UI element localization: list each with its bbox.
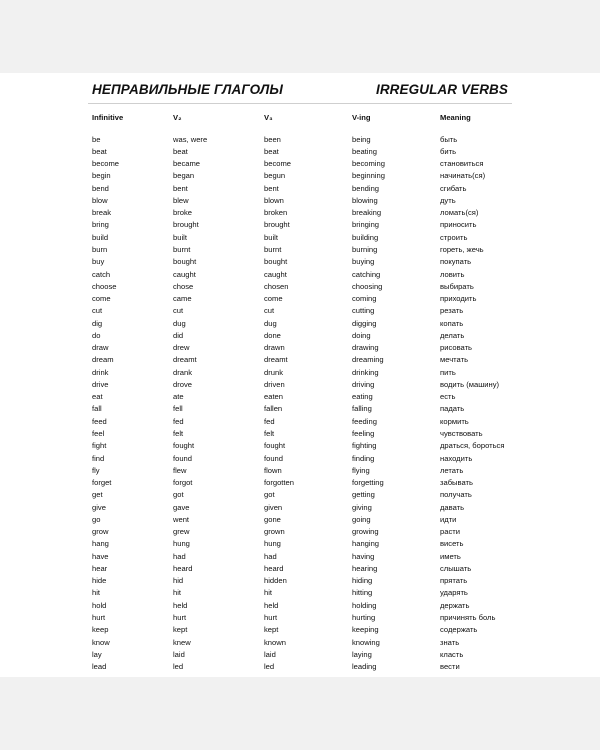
meaning-cell: пить xyxy=(440,367,456,377)
v3-cell: been xyxy=(264,134,281,144)
meaning-cell: получать xyxy=(440,490,472,500)
infinitive-cell: hear xyxy=(92,563,108,573)
v2-cell: dreamt xyxy=(173,355,197,365)
table-row xyxy=(92,342,522,354)
infinitive-cell: buy xyxy=(92,257,105,267)
v2-cell: kept xyxy=(173,625,188,635)
v3-cell: driven xyxy=(264,379,285,389)
v-ing-cell: driving xyxy=(352,379,375,389)
table-row xyxy=(92,256,522,268)
meaning-cell: дуть xyxy=(440,195,456,205)
infinitive-cell: build xyxy=(92,232,109,242)
table-row xyxy=(92,317,522,329)
v2-cell: did xyxy=(173,330,184,340)
v3-cell: beat xyxy=(264,146,279,156)
v-ing-cell: feeling xyxy=(352,429,375,438)
meaning-cell: становиться xyxy=(440,159,484,169)
meaning-cell: находить xyxy=(440,453,473,463)
v3-cell: blown xyxy=(264,195,284,205)
v3-cell: led xyxy=(264,662,275,672)
v3-cell: forgotten xyxy=(264,478,294,488)
v3-cell: bought xyxy=(264,257,288,267)
meaning-cell: причинять боль xyxy=(440,612,496,622)
table-row xyxy=(92,599,522,611)
meaning-cell: гореть, жечь xyxy=(440,245,484,255)
v3-cell: fed xyxy=(264,416,275,426)
v-ing-cell: hearing xyxy=(352,563,378,573)
v3-cell: gone xyxy=(264,514,281,524)
v-ing-cell: growing xyxy=(352,527,379,537)
v-ing-cell: bringing xyxy=(352,220,380,230)
infinitive-cell: fall xyxy=(92,404,102,414)
table-row xyxy=(92,660,522,672)
table-row xyxy=(92,440,522,452)
table-row xyxy=(92,145,522,157)
infinitive-cell: feed xyxy=(92,416,107,426)
table-row xyxy=(92,452,522,464)
meaning-cell: летать xyxy=(440,465,464,475)
v3-cell: come xyxy=(264,294,283,304)
infinitive-cell: feel xyxy=(92,429,105,438)
title-english: IRREGULAR VERBS xyxy=(375,82,508,97)
v-ing-cell: keeping xyxy=(352,625,379,635)
meaning-cell: вести xyxy=(440,662,460,672)
table-row xyxy=(92,513,522,525)
v2-cell: gave xyxy=(173,502,190,512)
infinitive-cell: cut xyxy=(92,306,103,316)
table-row xyxy=(92,501,522,513)
table-row xyxy=(92,243,522,255)
meaning-cell: висеть xyxy=(440,539,464,549)
v3-cell: become xyxy=(264,159,292,169)
meaning-cell: давать xyxy=(440,502,465,512)
v3-cell: hurt xyxy=(264,612,278,622)
verbs-sheet xyxy=(0,73,600,677)
v-ing-cell: beating xyxy=(352,146,377,156)
meaning-cell: начинать(ся) xyxy=(440,171,486,181)
v2-cell: drove xyxy=(173,379,192,389)
meaning-cell: есть xyxy=(440,392,456,402)
infinitive-cell: get xyxy=(92,490,103,500)
v3-cell: laid xyxy=(264,649,276,659)
table-row xyxy=(92,575,522,587)
meaning-cell: сгибать xyxy=(440,183,467,193)
table-row xyxy=(92,415,522,427)
infinitive-cell: choose xyxy=(92,281,117,291)
table-row xyxy=(92,562,522,574)
v3-cell: broken xyxy=(264,208,288,218)
table-row xyxy=(92,292,522,304)
table-row xyxy=(92,624,522,636)
v2-cell: hung xyxy=(173,539,190,549)
infinitive-cell: bring xyxy=(92,220,109,230)
v2-cell: fought xyxy=(173,441,195,451)
meaning-cell: копать xyxy=(440,318,464,328)
v3-cell: flown xyxy=(264,465,282,475)
v2-cell: cut xyxy=(173,306,184,316)
v2-cell: hid xyxy=(173,576,184,586)
v-ing-cell: falling xyxy=(352,404,372,414)
v2-cell: forgot xyxy=(173,478,193,488)
v2-cell: caught xyxy=(173,269,196,279)
meaning-cell: быть xyxy=(440,134,458,144)
infinitive-cell: give xyxy=(92,502,106,512)
v2-cell: felt xyxy=(173,429,184,438)
table-row xyxy=(92,158,522,170)
infinitive-cell: begin xyxy=(92,171,111,181)
meaning-cell: приносить xyxy=(440,220,477,230)
infinitive-cell: do xyxy=(92,330,101,340)
v-ing-cell: leading xyxy=(352,662,377,672)
meaning-cell: ударять xyxy=(440,588,468,598)
v-ing-cell: getting xyxy=(352,490,375,500)
v2-cell: bent xyxy=(173,183,188,193)
v2-cell: brought xyxy=(173,220,199,230)
v3-cell: cut xyxy=(264,306,275,316)
infinitive-cell: know xyxy=(92,637,110,647)
v-ing-cell: having xyxy=(352,551,375,561)
infinitive-cell: become xyxy=(92,159,120,169)
v-ing-cell: breaking xyxy=(352,208,382,218)
v2-cell: ate xyxy=(173,392,184,402)
infinitive-cell: lead xyxy=(92,662,107,672)
meaning-cell: забывать xyxy=(440,478,473,488)
infinitive-cell: catch xyxy=(92,269,111,279)
v3-cell: drunk xyxy=(264,367,283,377)
title-divider xyxy=(88,103,512,104)
v2-cell: held xyxy=(173,600,188,610)
v3-cell: eaten xyxy=(264,392,284,402)
v2-cell: broke xyxy=(173,208,192,218)
table-row xyxy=(92,170,522,182)
v-ing-cell: hiding xyxy=(352,576,373,586)
v2-cell: beat xyxy=(173,146,188,156)
meaning-cell: покупать xyxy=(440,257,472,267)
table-header-row xyxy=(92,107,522,128)
infinitive-cell: break xyxy=(92,208,111,218)
v2-cell: heard xyxy=(173,563,193,573)
meaning-cell: водить (машину) xyxy=(440,379,500,389)
infinitive-cell: hurt xyxy=(92,612,106,622)
infinitive-cell: burn xyxy=(92,245,108,255)
table-row xyxy=(92,207,522,219)
column-header-v3: V₃ xyxy=(264,113,273,122)
v3-cell: built xyxy=(264,232,278,242)
infinitive-cell: forget xyxy=(92,478,112,488)
table-row xyxy=(92,648,522,660)
v2-cell: got xyxy=(173,490,184,500)
infinitive-cell: grow xyxy=(92,527,109,537)
meaning-cell: приходить xyxy=(440,294,477,304)
meaning-cell: расти xyxy=(440,527,460,537)
v2-cell: came xyxy=(173,294,192,304)
verb-rows xyxy=(92,128,522,673)
v3-cell: had xyxy=(264,551,277,561)
v-ing-cell: digging xyxy=(352,318,377,328)
table-row xyxy=(92,636,522,648)
v2-cell: was, were xyxy=(173,134,208,144)
table-row xyxy=(92,403,522,415)
v-ing-cell: hurting xyxy=(352,612,376,622)
table-row xyxy=(92,550,522,562)
v2-cell: became xyxy=(173,159,201,169)
v3-cell: hidden xyxy=(264,576,287,586)
v-ing-cell: drinking xyxy=(352,367,379,377)
table-row xyxy=(92,268,522,280)
v-ing-cell: knowing xyxy=(352,637,380,647)
v3-cell: bent xyxy=(264,183,279,193)
v-ing-cell: fighting xyxy=(352,441,377,451)
table-row xyxy=(92,194,522,206)
v3-cell: done xyxy=(264,330,281,340)
infinitive-cell: keep xyxy=(92,625,109,635)
v3-cell: hung xyxy=(264,539,281,549)
v3-cell: hit xyxy=(264,588,273,598)
v3-cell: fought xyxy=(264,441,286,451)
v-ing-cell: being xyxy=(352,134,371,144)
v2-cell: fell xyxy=(173,404,183,414)
meaning-cell: падать xyxy=(440,404,465,414)
meaning-cell: прятать xyxy=(440,576,468,586)
table-row xyxy=(92,538,522,550)
v2-cell: laid xyxy=(173,649,185,659)
v2-cell: chose xyxy=(173,281,194,291)
infinitive-cell: fight xyxy=(92,441,107,451)
infinitive-cell: drink xyxy=(92,367,109,377)
table-row xyxy=(92,219,522,231)
meaning-cell: драться, бороться xyxy=(440,441,505,451)
v-ing-cell: flying xyxy=(352,465,370,475)
infinitive-cell: come xyxy=(92,294,111,304)
v-ing-cell: doing xyxy=(352,330,371,340)
v-ing-cell: dreaming xyxy=(352,355,384,365)
table-row xyxy=(92,587,522,599)
v2-cell: drew xyxy=(173,343,190,353)
v-ing-cell: hitting xyxy=(352,588,373,598)
meaning-cell: мечтать xyxy=(440,355,469,365)
v-ing-cell: eating xyxy=(352,392,373,402)
v-ing-cell: catching xyxy=(352,269,381,279)
v-ing-cell: buying xyxy=(352,257,375,267)
v3-cell: begun xyxy=(264,171,286,181)
v2-cell: found xyxy=(173,453,193,463)
table-row xyxy=(92,378,522,390)
meaning-cell: делать xyxy=(440,330,465,340)
v3-cell: kept xyxy=(264,625,279,635)
infinitive-cell: draw xyxy=(92,343,109,353)
table-row xyxy=(92,182,522,194)
meaning-cell: идти xyxy=(440,514,457,524)
v2-cell: began xyxy=(173,171,195,181)
infinitive-cell: bend xyxy=(92,183,109,193)
meaning-cell: ломать(ся) xyxy=(440,208,479,218)
v-ing-cell: beginning xyxy=(352,171,385,181)
v2-cell: drank xyxy=(173,367,192,377)
meaning-cell: класть xyxy=(440,649,464,659)
table-row xyxy=(92,476,522,488)
infinitive-cell: fly xyxy=(92,465,100,475)
meaning-cell: бить xyxy=(440,146,457,156)
meaning-cell: резать xyxy=(440,306,464,316)
table-row xyxy=(92,329,522,341)
v2-cell: built xyxy=(173,232,187,242)
table-row xyxy=(92,354,522,366)
v2-cell: flew xyxy=(173,465,187,475)
v3-cell: chosen xyxy=(264,281,289,291)
v-ing-cell: becoming xyxy=(352,159,385,169)
v2-cell: hurt xyxy=(173,612,187,622)
infinitive-cell: go xyxy=(92,514,101,524)
column-header-meaning: Meaning xyxy=(440,113,471,122)
v3-cell: known xyxy=(264,637,286,647)
v-ing-cell: coming xyxy=(352,294,377,304)
infinitive-cell: hide xyxy=(92,576,107,586)
meaning-cell: кормить xyxy=(440,416,469,426)
meaning-cell: рисовать xyxy=(440,343,473,353)
table-row xyxy=(92,464,522,476)
v-ing-cell: holding xyxy=(352,600,377,610)
column-header-infinitive: Infinitive xyxy=(92,113,124,122)
column-header-v-ing: V-ing xyxy=(352,113,371,122)
meaning-cell: строить xyxy=(440,232,468,242)
v-ing-cell: forgetting xyxy=(352,478,384,488)
v2-cell: led xyxy=(173,662,184,672)
table-row xyxy=(92,280,522,292)
v2-cell: blew xyxy=(173,195,189,205)
v2-cell: knew xyxy=(173,637,191,647)
meaning-cell: чувствовать xyxy=(440,429,483,438)
meaning-cell: содержать xyxy=(440,625,478,635)
table-row xyxy=(92,133,522,145)
v3-cell: dreamt xyxy=(264,355,288,365)
infinitive-cell: hang xyxy=(92,539,109,549)
v-ing-cell: choosing xyxy=(352,281,383,291)
meaning-cell: иметь xyxy=(440,551,461,561)
v3-cell: grown xyxy=(264,527,285,537)
infinitive-cell: lay xyxy=(92,649,102,659)
infinitive-cell: dig xyxy=(92,318,103,328)
meaning-cell: держать xyxy=(440,600,470,610)
v2-cell: had xyxy=(173,551,186,561)
table-row xyxy=(92,231,522,243)
infinitive-cell: blow xyxy=(92,195,108,205)
table-row xyxy=(92,305,522,317)
v-ing-cell: giving xyxy=(352,502,372,512)
meaning-cell: выбирать xyxy=(440,281,474,291)
v3-cell: burnt xyxy=(264,245,282,255)
v-ing-cell: finding xyxy=(352,453,375,463)
title-russian: НЕПРАВИЛЬНЫЕ ГЛАГОЛЫ xyxy=(92,82,283,97)
meaning-cell: знать xyxy=(440,637,460,647)
v-ing-cell: cutting xyxy=(352,306,375,316)
table-row xyxy=(92,391,522,403)
v3-cell: dug xyxy=(264,318,277,328)
v2-cell: dug xyxy=(173,318,186,328)
v-ing-cell: drawing xyxy=(352,343,379,353)
irregular-verbs-table xyxy=(92,107,522,673)
infinitive-cell: dream xyxy=(92,355,114,365)
v-ing-cell: laying xyxy=(352,649,372,659)
v-ing-cell: burning xyxy=(352,245,378,255)
v2-cell: went xyxy=(173,514,190,524)
v3-cell: got xyxy=(264,490,275,500)
v2-cell: fed xyxy=(173,416,184,426)
v3-cell: felt xyxy=(264,429,275,438)
infinitive-cell: be xyxy=(92,134,101,144)
infinitive-cell: drive xyxy=(92,379,109,389)
infinitive-cell: hold xyxy=(92,600,107,610)
v2-cell: hit xyxy=(173,588,182,598)
table-row xyxy=(92,366,522,378)
table-row xyxy=(92,427,522,439)
v2-cell: grew xyxy=(173,527,190,537)
meaning-cell: слышать xyxy=(440,563,472,573)
meaning-cell: ловить xyxy=(440,269,465,279)
v3-cell: found xyxy=(264,453,284,463)
table-row xyxy=(92,489,522,501)
infinitive-cell: have xyxy=(92,551,109,561)
table-row xyxy=(92,611,522,623)
infinitive-cell: beat xyxy=(92,146,107,156)
table-row xyxy=(92,526,522,538)
v3-cell: drawn xyxy=(264,343,285,353)
infinitive-cell: find xyxy=(92,453,105,463)
v-ing-cell: bending xyxy=(352,183,380,193)
v3-cell: brought xyxy=(264,220,290,230)
column-header-v2: V₂ xyxy=(173,113,182,122)
v-ing-cell: building xyxy=(352,232,379,242)
v3-cell: fallen xyxy=(264,404,283,414)
v-ing-cell: blowing xyxy=(352,195,378,205)
v3-cell: heard xyxy=(264,563,284,573)
v3-cell: given xyxy=(264,502,283,512)
v2-cell: burnt xyxy=(173,245,191,255)
v-ing-cell: hanging xyxy=(352,539,380,549)
v-ing-cell: feeding xyxy=(352,416,377,426)
v3-cell: held xyxy=(264,600,279,610)
v3-cell: caught xyxy=(264,269,287,279)
infinitive-cell: hit xyxy=(92,588,101,598)
infinitive-cell: eat xyxy=(92,392,103,402)
v-ing-cell: going xyxy=(352,514,371,524)
v2-cell: bought xyxy=(173,257,197,267)
